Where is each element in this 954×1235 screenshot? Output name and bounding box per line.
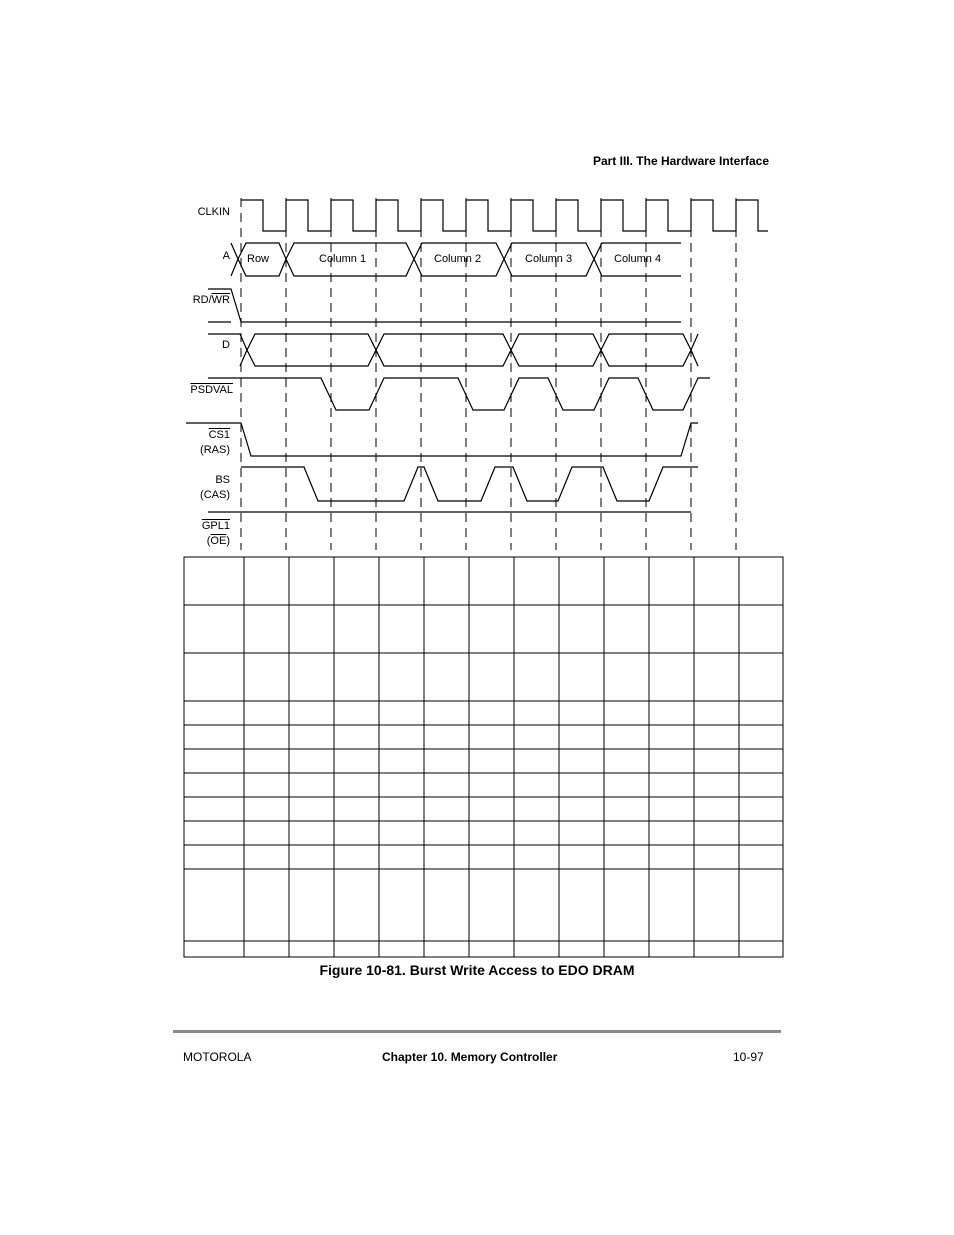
data-bus-waveform xyxy=(208,334,698,366)
oe-bar: $\overline{OE}$ xyxy=(210,535,227,547)
cas-label: (CAS) xyxy=(200,489,230,501)
addr-label-column-3: Column 3 xyxy=(525,253,573,265)
address-bus-waveform xyxy=(231,243,681,276)
oe-close: ) xyxy=(226,535,230,547)
psdval-bar: PSDVAL xyxy=(190,384,233,396)
psdval-waveform xyxy=(208,378,710,410)
rdwr-waveform xyxy=(208,289,681,322)
clkin-waveform xyxy=(241,200,768,231)
clock-edge-guides xyxy=(241,198,736,550)
footer-page-number: 10-97 xyxy=(733,1050,764,1064)
addr-label-column-2: Column 2 xyxy=(434,253,482,265)
figure-caption: Figure 10-81. Burst Write Access to EDO DRAM xyxy=(319,962,635,978)
addr-label-row: Row xyxy=(247,253,270,265)
signal-label-a: A xyxy=(222,250,230,262)
cs1-bar: CS1 xyxy=(208,429,230,441)
rdwr-bar: $\overline{WR}$ xyxy=(211,294,230,306)
gpl1-bar: GPL1 xyxy=(201,520,230,532)
bs-waveform xyxy=(241,467,698,501)
timing-table-grid xyxy=(184,557,783,957)
signal-label-clkin: CLKIN xyxy=(197,206,230,218)
footer-center: Chapter 10. Memory Controller xyxy=(382,1050,558,1064)
page-header: Part III. The Hardware Interface xyxy=(592,154,769,168)
footer-rule xyxy=(173,1030,781,1033)
addr-label-column-1: Column 1 xyxy=(319,253,367,265)
bs-label: BS xyxy=(215,474,230,486)
addr-label-column-4: Column 4 xyxy=(614,253,662,265)
oe-open: ( xyxy=(206,535,211,547)
cs1-waveform xyxy=(186,423,698,456)
rdwr-prefix: RD/ xyxy=(192,294,212,306)
footer-left: MOTOROLA xyxy=(183,1050,252,1064)
signal-label-d: D xyxy=(222,339,230,351)
ras-label: (RAS) xyxy=(200,444,230,456)
